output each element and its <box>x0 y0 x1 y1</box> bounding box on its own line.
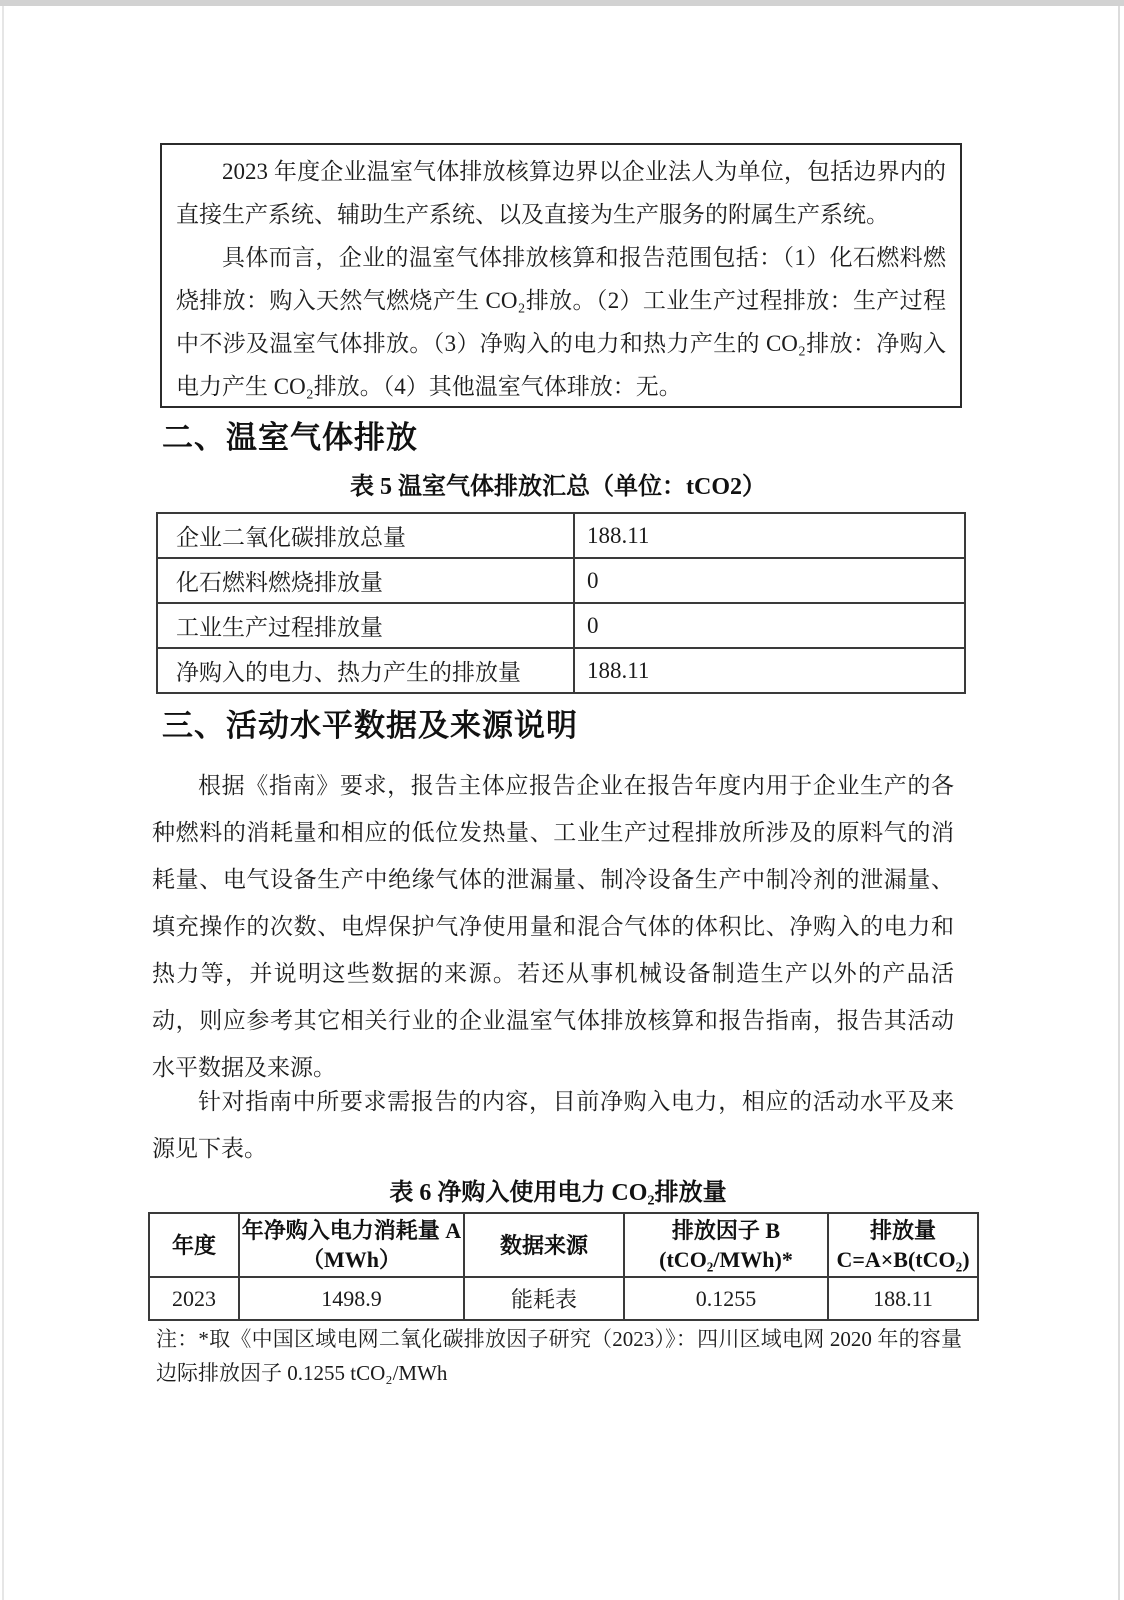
row-label: 净购入的电力、热力产生的排放量 <box>157 648 574 693</box>
data-cell: 能耗表 <box>464 1277 624 1320</box>
activity-data-paragraph: 根据《指南》要求，报告主体应报告企业在报告年度内用于企业生产的各种燃料的消耗量和相应的低位发热量、工业生产过程排放所涉及的原料气的消耗量、电气设备生产中绝缘气体的泄漏量、制冷设备生产中制冷剂的泄漏量、填充操作的次数、电焊保护气净使用量和混合气体的体积比、净购入的电力和热力等，并说明这些数据的来源。若还从事机械设备制造生产以外的产品活动，则应参考其它相关行业的企业温室气体排放核算和报告指南，报告其活动水平数据及来源。 <box>152 773 954 1080</box>
row-value: 188.11 <box>574 648 965 693</box>
column-header: 数据来源 <box>464 1213 624 1277</box>
column-header: 排放因子 B (tCO₂/MWh)* <box>624 1213 828 1277</box>
row-value: 0 <box>574 558 965 603</box>
electricity-emission-table <box>148 1212 979 1321</box>
scan-edge-top <box>0 0 1124 6</box>
scope-paragraph: 具体而言，企业的温室气体排放核算和报告范围包括：（1）化石燃料燃烧排放：购入天然气燃烧产生 CO₂排放。（2）工业生产过程排放：生产过程中不涉及温室气体排放。（3）净购入的电力和热力产生的 CO₂排放：净购入电力产生 CO₂排放。（4）其他温室气体琲放：无。 <box>176 245 946 399</box>
table-row <box>157 603 965 648</box>
row-value: 188.11 <box>574 513 965 558</box>
table-row <box>157 648 965 693</box>
table-row <box>149 1277 978 1320</box>
row-label: 工业生产过程排放量 <box>157 603 574 648</box>
table5-title: 表 5 温室气体排放汇总（单位：tCO2） <box>350 474 766 500</box>
boundary-paragraph: 2023 年度企业温室气体排放核算边界以企业法人为单位，包括边界内的直接生产系统、辅助生产系统、以及直接为生产服务的附属生产系统。 <box>176 159 946 227</box>
row-value: 0 <box>574 603 965 648</box>
scan-edge-right <box>1118 6 1120 1600</box>
section-heading-activity-data: 三、活动水平数据及来源说明 <box>162 708 578 743</box>
table-row <box>157 558 965 603</box>
accounting-boundary-box <box>160 143 962 408</box>
column-header: 年度 <box>149 1213 239 1277</box>
data-cell: 188.11 <box>828 1277 978 1320</box>
footnote: 注：*取《中国区域电网二氧化碳排放因子研究（2023）》：四川区域电网 2020 年的容量边际排放因子 0.1255 tCO₂/MWh <box>156 1327 962 1385</box>
data-cell: 1498.9 <box>239 1277 464 1320</box>
table-row <box>157 513 965 558</box>
column-header: 排放量 C=A×B(tCO₂) <box>828 1213 978 1277</box>
table-intro-paragraph: 针对指南中所要求需报告的内容，目前净购入电力，相应的活动水平及来源见下表。 <box>152 1089 954 1161</box>
row-label: 化石燃料燃烧排放量 <box>157 558 574 603</box>
header-row <box>149 1213 978 1277</box>
column-header: 年净购入电力消耗量 A （MWh） <box>239 1213 464 1277</box>
row-label: 企业二氧化碳排放总量 <box>157 513 574 558</box>
data-cell: 0.1255 <box>624 1277 828 1320</box>
ghg-summary-table <box>156 512 966 694</box>
section-heading-ghg-emissions: 二、温室气体排放 <box>162 420 418 455</box>
scan-edge-left <box>2 6 4 1600</box>
data-cell: 2023 <box>149 1277 239 1320</box>
table6-title: 表 6 净购入使用电力 CO₂排放量 <box>389 1180 727 1206</box>
